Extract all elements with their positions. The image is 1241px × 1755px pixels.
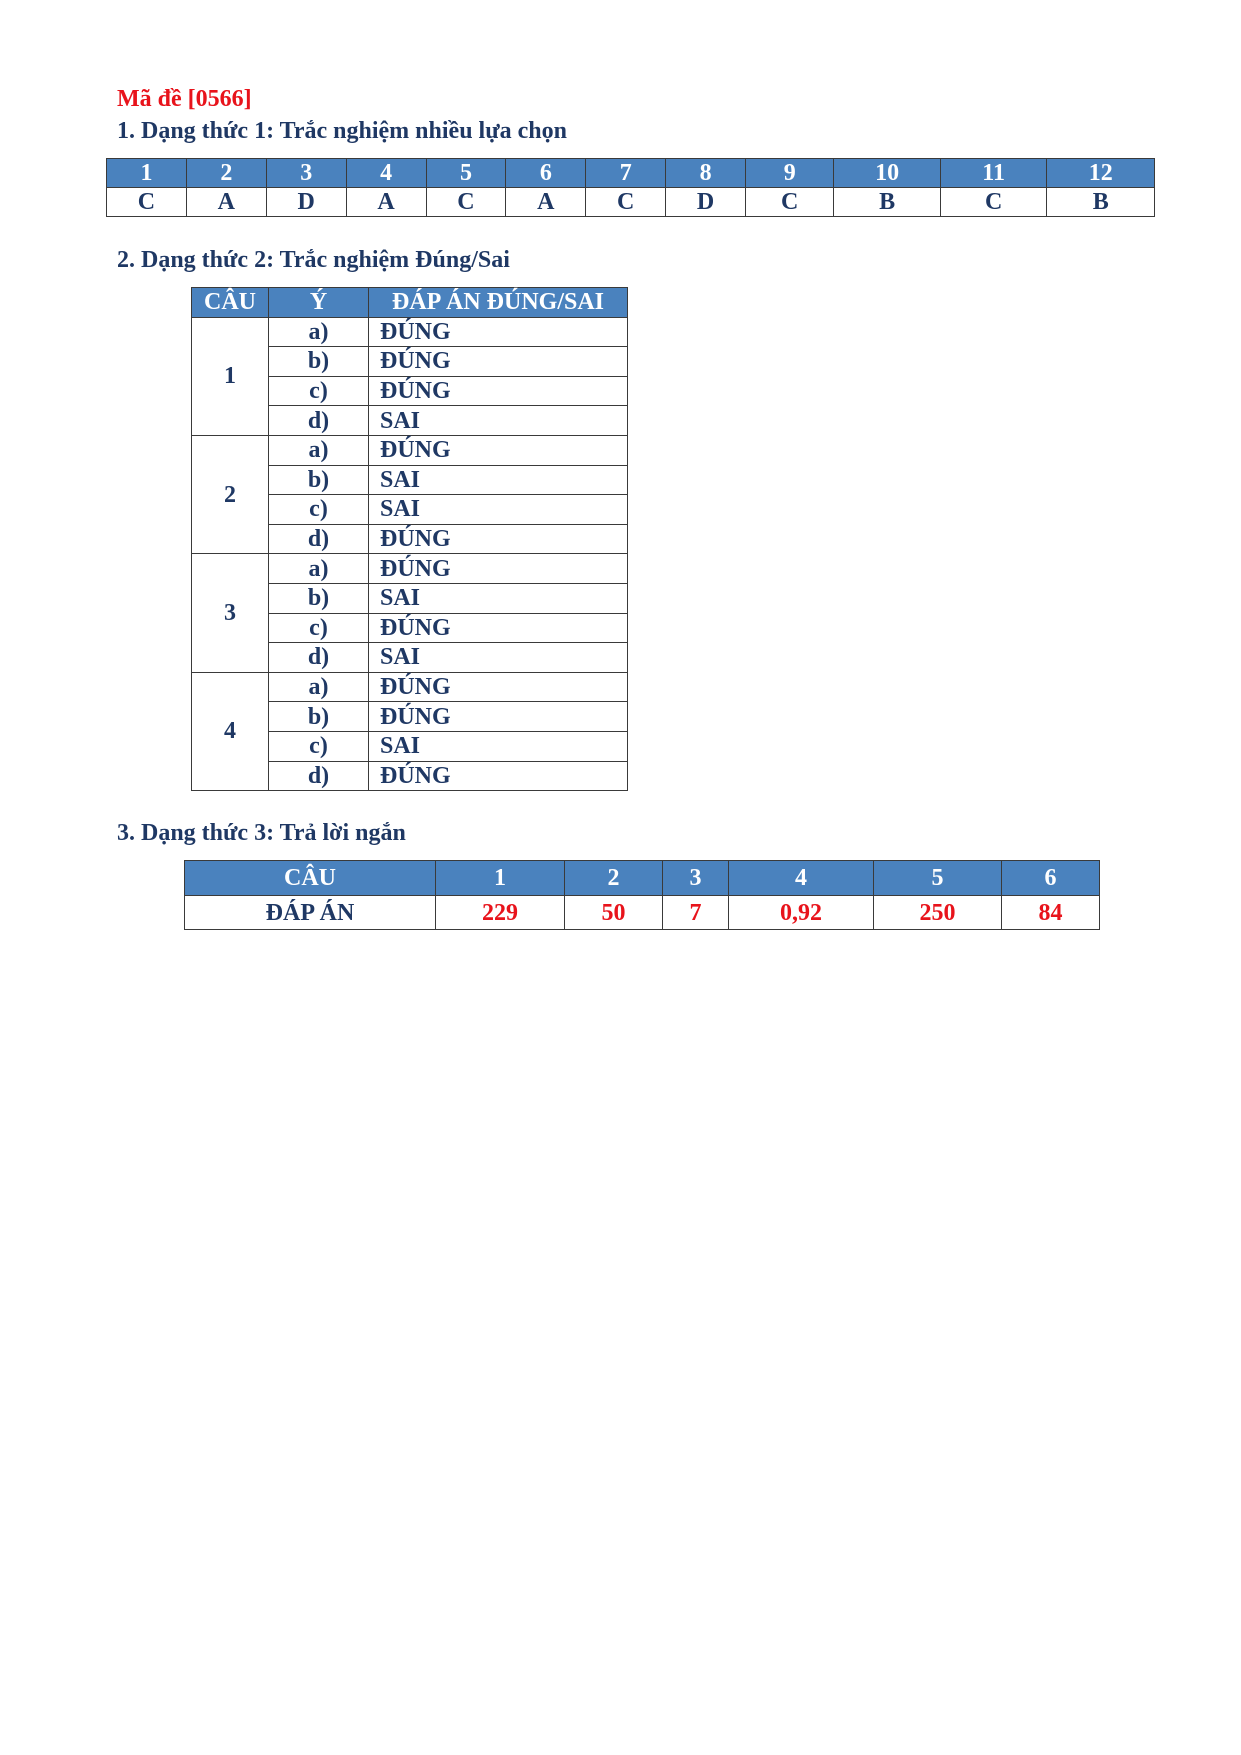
mc-answer: C: [940, 188, 1047, 217]
sa-answer-label: ĐÁP ÁN: [185, 896, 436, 930]
mc-answer: C: [426, 188, 506, 217]
mc-question-number: 1: [107, 159, 187, 188]
mc-question-number: 4: [346, 159, 426, 188]
mc-question-number: 12: [1047, 159, 1155, 188]
tf-item: a): [269, 435, 369, 465]
mc-answer: C: [586, 188, 666, 217]
sa-header-row: [185, 861, 1100, 896]
tf-row: [192, 435, 628, 465]
sa-question-number: 3: [663, 861, 729, 896]
tf-answer: ĐÚNG: [369, 317, 628, 347]
mc-answer: A: [186, 188, 266, 217]
sa-question-number: 6: [1002, 861, 1100, 896]
true-false-answer-table: [191, 287, 628, 791]
mc-question-row: [107, 159, 1155, 188]
tf-answer: SAI: [369, 406, 628, 436]
mc-answer: A: [346, 188, 426, 217]
tf-row: [192, 317, 628, 347]
tf-question-number: 2: [192, 435, 269, 553]
tf-item: b): [269, 347, 369, 377]
section2-title: 2. Dạng thức 2: Trắc nghiệm Đúng/Sai: [117, 247, 510, 273]
mc-answer: D: [666, 188, 746, 217]
tf-item: c): [269, 731, 369, 761]
mc-question-number: 11: [940, 159, 1047, 188]
sa-answer: 0,92: [729, 896, 874, 930]
tf-header-item: Ý: [269, 288, 369, 318]
mc-answer: C: [107, 188, 187, 217]
sa-question-number: 2: [565, 861, 663, 896]
sa-answer: 229: [436, 896, 565, 930]
sa-answer-row: [185, 896, 1100, 930]
tf-answer: ĐÚNG: [369, 702, 628, 732]
tf-answer: SAI: [369, 465, 628, 495]
tf-answer: SAI: [369, 643, 628, 673]
tf-question-number: 1: [192, 317, 269, 435]
tf-item: d): [269, 761, 369, 791]
mc-question-number: 6: [506, 159, 586, 188]
section3-title: 3. Dạng thức 3: Trả lời ngắn: [117, 820, 406, 846]
tf-answer: SAI: [369, 583, 628, 613]
mc-answer: B: [1047, 188, 1155, 217]
mc-question-number: 10: [834, 159, 941, 188]
tf-answer: SAI: [369, 731, 628, 761]
tf-item: a): [269, 672, 369, 702]
tf-item: c): [269, 613, 369, 643]
tf-answer: ĐÚNG: [369, 672, 628, 702]
mc-answer: D: [266, 188, 346, 217]
tf-answer: ĐÚNG: [369, 435, 628, 465]
mc-answer-row: [107, 188, 1155, 217]
tf-row: [192, 672, 628, 702]
sa-question-number: 5: [874, 861, 1002, 896]
sa-question-number: 1: [436, 861, 565, 896]
tf-item: b): [269, 702, 369, 732]
mc-answer: A: [506, 188, 586, 217]
mc-question-number: 7: [586, 159, 666, 188]
mc-answer: B: [834, 188, 941, 217]
tf-question-number: 4: [192, 672, 269, 790]
tf-header-question: CÂU: [192, 288, 269, 318]
tf-answer: ĐÚNG: [369, 761, 628, 791]
mc-question-number: 9: [746, 159, 834, 188]
exam-code: Mã đề [0566]: [117, 86, 252, 112]
short-answer-table: [184, 860, 1100, 930]
tf-item: d): [269, 406, 369, 436]
tf-answer: ĐÚNG: [369, 347, 628, 377]
tf-answer: ĐÚNG: [369, 524, 628, 554]
tf-answer: ĐÚNG: [369, 376, 628, 406]
sa-header-label: CÂU: [185, 861, 436, 896]
tf-header-answer: ĐÁP ÁN ĐÚNG/SAI: [369, 288, 628, 318]
tf-question-number: 3: [192, 554, 269, 672]
mc-question-number: 5: [426, 159, 506, 188]
tf-answer: ĐÚNG: [369, 554, 628, 584]
multiple-choice-answer-table: [106, 158, 1155, 217]
sa-answer: 84: [1002, 896, 1100, 930]
sa-answer: 50: [565, 896, 663, 930]
mc-answer: C: [746, 188, 834, 217]
tf-row: [192, 554, 628, 584]
sa-answer: 250: [874, 896, 1002, 930]
mc-question-number: 8: [666, 159, 746, 188]
tf-header-row: [192, 288, 628, 318]
tf-answer: SAI: [369, 495, 628, 525]
tf-item: d): [269, 643, 369, 673]
tf-item: a): [269, 554, 369, 584]
mc-question-number: 2: [186, 159, 266, 188]
sa-question-number: 4: [729, 861, 874, 896]
tf-item: a): [269, 317, 369, 347]
tf-item: c): [269, 376, 369, 406]
tf-item: c): [269, 495, 369, 525]
sa-answer: 7: [663, 896, 729, 930]
tf-item: b): [269, 465, 369, 495]
section1-title: 1. Dạng thức 1: Trắc nghiệm nhiều lựa chọn: [117, 118, 567, 144]
tf-item: b): [269, 583, 369, 613]
tf-answer: ĐÚNG: [369, 613, 628, 643]
mc-question-number: 3: [266, 159, 346, 188]
tf-item: d): [269, 524, 369, 554]
